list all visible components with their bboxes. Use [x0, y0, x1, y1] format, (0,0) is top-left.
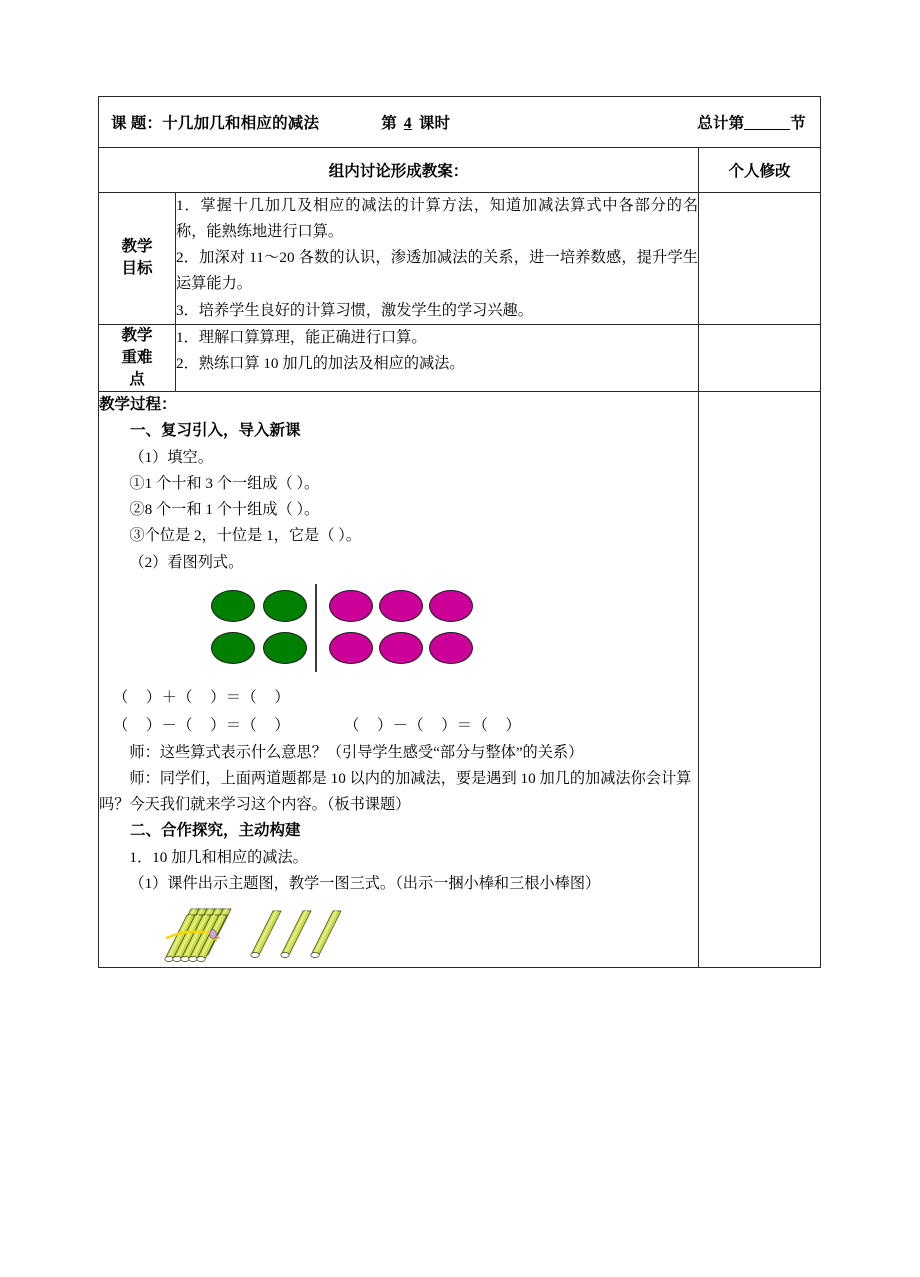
objective-item: 2．加深对 11～20 各数的认识，渗透加减法的关系，进一培养数感，提升学生运算能力。	[176, 249, 698, 293]
equation-addition: （ ）＋（ ）＝（ ）	[113, 688, 291, 706]
table-row-process	[99, 391, 821, 968]
process-part-one-title: 一、复习引入，导入新课	[130, 422, 301, 440]
key-points-content	[176, 324, 699, 391]
equation-line-subtraction	[99, 712, 698, 740]
note-cell-objectives[interactable]	[699, 193, 821, 325]
process-blank-item: ③个位是 2，十位是 1，它是（ ）。	[129, 527, 361, 545]
key-point-item: 2．熟练口算 10 加几的加法及相应的减法。	[176, 354, 465, 372]
process-teacher-question-2: 师：同学们，上面两道题都是 10 以内的加减法，要是遇到 10 加几的加减法你会计算吗？今天我们就来学习这个内容。（板书课题）	[99, 770, 692, 814]
plan-column-header: 组内讨论形成教案：	[99, 148, 699, 193]
subject-label: 课 题：	[111, 115, 163, 132]
process-heading: 教学过程：	[99, 395, 177, 413]
key-points-label	[99, 324, 176, 391]
magenta-oval	[429, 632, 473, 664]
process-teacher-question-1: 师：这些算式表示什么意思？（引导学生感受“部分与整体”的关系）	[129, 743, 584, 761]
sticks-figure	[99, 905, 698, 967]
process-item-1-1: （1）课件出示主题图，教学一图三式。（出示一捆小棒和三根小棒图）	[129, 875, 601, 893]
equation-line-addition	[99, 684, 698, 712]
process-blank-item: ①1 个十和 3 个一组成（ ）。	[129, 475, 320, 493]
table-row-key-points	[99, 324, 821, 391]
green-oval	[211, 590, 255, 622]
equation-subtraction-a: （ ）－（ ）＝（ ）	[113, 716, 291, 734]
magenta-oval	[379, 590, 423, 622]
process-part-two-title: 二、合作探究，主动构建	[130, 822, 301, 840]
objectives-label	[99, 193, 176, 325]
process-content	[99, 391, 699, 968]
loose-sticks	[251, 911, 341, 958]
bundle-tie-knot	[210, 930, 217, 939]
green-oval	[263, 590, 307, 622]
lesson-plan-table	[98, 96, 821, 968]
total-period-group	[697, 111, 810, 133]
green-oval	[263, 632, 307, 664]
magenta-oval	[379, 632, 423, 664]
objectives-label-line1: 教学	[121, 238, 153, 256]
stick-bundle	[165, 909, 231, 962]
magenta-oval	[329, 632, 373, 664]
figure-divider-line	[315, 584, 317, 672]
equation-subtraction-b: （ ）－（ ）＝（ ）	[344, 716, 522, 734]
process-item-1: 1．10 加几和相应的减法。	[129, 849, 308, 867]
period-number: 4	[403, 115, 412, 132]
table-row-objectives	[99, 193, 821, 325]
process-review-2: （2）看图列式。	[129, 553, 244, 571]
total-blank-field[interactable]	[744, 129, 790, 130]
period-prefix: 第	[381, 115, 397, 132]
lesson-title: 十几加几和相应的减法	[162, 115, 320, 132]
key-points-label-line3: 点	[129, 370, 145, 388]
total-prefix: 总计第	[697, 115, 745, 132]
note-column-header: 个人修改	[699, 148, 821, 193]
magenta-oval	[429, 590, 473, 622]
key-points-label-line2: 重难	[121, 348, 153, 366]
ovals-figure	[99, 588, 698, 674]
process-blank-item: ②8 个一和 1 个十组成（ ）。	[129, 501, 320, 519]
key-points-label-line1: 教学	[121, 326, 153, 344]
note-cell-key-points[interactable]	[699, 324, 821, 391]
sticks-illustration	[161, 905, 361, 965]
period-suffix: 课时	[418, 115, 451, 132]
lesson-header-cell	[99, 97, 821, 148]
period-group	[381, 111, 450, 133]
objective-item: 3．培养学生良好的计算习惯，激发学生的学习兴趣。	[176, 301, 533, 319]
magenta-oval	[329, 590, 373, 622]
objective-item: 1．掌握十几加几及相应的减法的计算方法，知道加减法算式中各部分的名称，能熟练地进行口算。	[176, 197, 698, 241]
process-review-1: （1）填空。	[129, 449, 213, 467]
objectives-label-line2: 目标	[121, 260, 153, 278]
green-oval	[211, 632, 255, 664]
key-point-item: 1．理解口算算理，能正确进行口算。	[176, 328, 427, 346]
oval-grid	[211, 588, 463, 668]
table-row-header	[99, 97, 821, 148]
total-suffix: 节	[790, 115, 806, 132]
note-cell-process[interactable]	[699, 391, 821, 968]
lesson-title-group	[111, 111, 319, 133]
table-row-column-headers	[99, 148, 821, 193]
objectives-content	[176, 193, 699, 325]
